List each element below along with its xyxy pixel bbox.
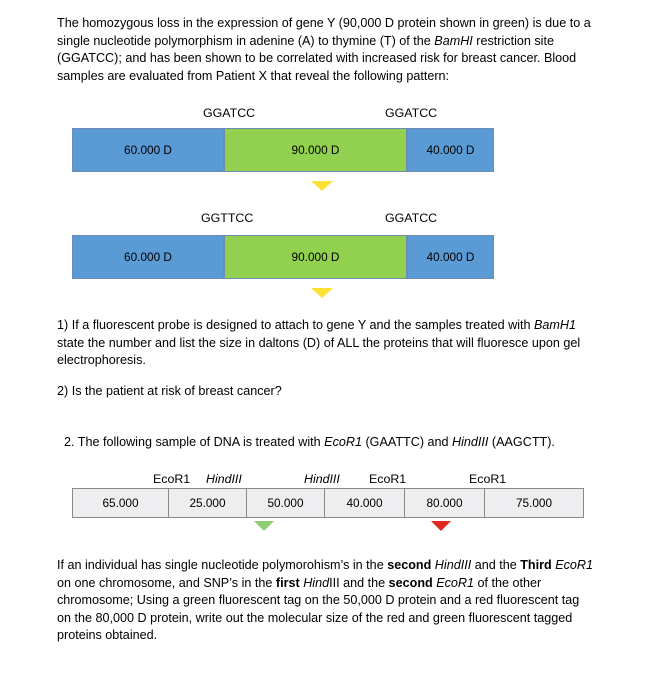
part2-enzyme-ecor1: EcoR1 bbox=[324, 435, 362, 449]
intro-paragraph bbox=[57, 15, 637, 85]
final-enzyme: EcoR1 bbox=[436, 575, 475, 590]
question-1 bbox=[57, 317, 637, 370]
fragment-cell: 80.000 bbox=[405, 489, 485, 517]
final-enzyme: HindIII bbox=[434, 558, 472, 572]
green-triangle-marker-icon bbox=[254, 521, 274, 531]
enzyme-label-hindiii: HindIII bbox=[304, 472, 340, 486]
part2-text: (AAGCTT). bbox=[488, 435, 555, 449]
final-bold: second bbox=[388, 575, 433, 590]
diagram2-site-left: GGTTCC bbox=[201, 211, 254, 225]
final-text: If an individual has single nucleotide polymorohism’s in the bbox=[57, 558, 388, 572]
diagram1-segment-3: 40.000 D bbox=[407, 128, 494, 172]
diagram2-segment-2: 90.000 D bbox=[224, 235, 407, 279]
final-paragraph bbox=[57, 557, 647, 645]
yellow-triangle-marker-icon bbox=[311, 181, 333, 191]
final-bold: Third bbox=[520, 558, 552, 572]
final-text: III and the bbox=[329, 575, 389, 590]
fragment-cell: 25.000 bbox=[169, 489, 247, 517]
diagram1-segment-2: 90.000 D bbox=[224, 128, 407, 172]
intro-text: restriction site bbox=[472, 33, 554, 48]
part2-heading bbox=[64, 434, 555, 452]
final-text: on one chromosome, and SNP’s in the bbox=[57, 575, 276, 590]
question-2: 2) Is the patient at risk of breast cancer? bbox=[57, 384, 282, 398]
fragment-cell: 75.000 bbox=[515, 496, 553, 510]
fragment-cell: 65.000 bbox=[73, 489, 169, 517]
part2-text: 2. The following sample of DNA is treated with bbox=[64, 435, 325, 449]
yellow-triangle-marker-icon bbox=[311, 288, 333, 298]
question-1-line: state the number and list the size in daltons (D) of ALL the proteins that will fluoresce upon gel bbox=[57, 335, 581, 350]
final-enzyme: EcoR1 bbox=[555, 558, 594, 572]
diagram1-segment-1: 60.000 D bbox=[72, 128, 224, 172]
intro-text: single nucleotide polymorphism in adenine (A) to thymine (T) of the bbox=[57, 33, 435, 48]
fragment-cell: 50.000 bbox=[247, 489, 325, 517]
question-1-line bbox=[57, 317, 637, 335]
question-1-enzyme: BamH1 bbox=[534, 318, 577, 332]
fragment-cell: 40.000 bbox=[325, 489, 405, 517]
final-text: and the bbox=[471, 558, 521, 572]
diagram2-segment-1: 60.000 D bbox=[72, 235, 224, 279]
intro-line: samples are evaluated from Patient X that reveal the following pattern: bbox=[57, 68, 450, 83]
final-bold: second bbox=[387, 558, 432, 572]
enzyme-label-ecor1: EcoR1 bbox=[153, 472, 191, 486]
intro-line bbox=[57, 33, 637, 51]
dna-fragment-strip bbox=[72, 488, 584, 518]
final-bold: first bbox=[275, 575, 300, 590]
diagram2-bar bbox=[72, 235, 494, 279]
question-1-text: 1) If a fluorescent probe is designed to attach to gene Y and the samples treated with bbox=[57, 318, 535, 332]
final-line: chromosome; Using a green fluorescent tag on the 50,000 D protein and a red fluorescent tag bbox=[57, 593, 580, 607]
part2-enzyme-hindiii: HindIII bbox=[452, 435, 489, 449]
part2-text: (GAATTC) and bbox=[361, 435, 453, 449]
enzyme-label-ecor1: EcoR1 bbox=[369, 472, 407, 486]
enzyme-label-ecor1: EcoR1 bbox=[469, 472, 507, 486]
final-line: proteins obtained. bbox=[57, 628, 158, 642]
diagram2-site-right: GGATCC bbox=[385, 211, 438, 225]
diagram2-segment-3: 40.000 D bbox=[407, 235, 494, 279]
final-line bbox=[57, 557, 647, 575]
diagram1-bar bbox=[72, 128, 494, 172]
final-line bbox=[57, 575, 647, 593]
final-enzyme: Hind bbox=[303, 575, 330, 590]
question-1-line: electrophoresis. bbox=[57, 353, 146, 367]
final-text: of the other bbox=[474, 575, 542, 590]
diagram1-site-right: GGATCC bbox=[385, 106, 438, 120]
intro-line: (GGATCC); and has been shown to be correlated with increased risk for breast cancer. Blood bbox=[57, 51, 577, 65]
final-line: on the 80,000 D protein, write out the molecular size of the red and green fluorescent tagged bbox=[57, 610, 573, 625]
intro-line: The homozygous loss in the expression of gene Y (90,000 D protein shown in green) is due to a bbox=[57, 16, 591, 30]
enzyme-label-hindiii: HindIII bbox=[206, 472, 242, 486]
diagram1-site-left: GGATCC bbox=[203, 106, 256, 120]
intro-enzyme: BamHI bbox=[434, 33, 473, 48]
red-triangle-marker-icon bbox=[431, 521, 451, 531]
